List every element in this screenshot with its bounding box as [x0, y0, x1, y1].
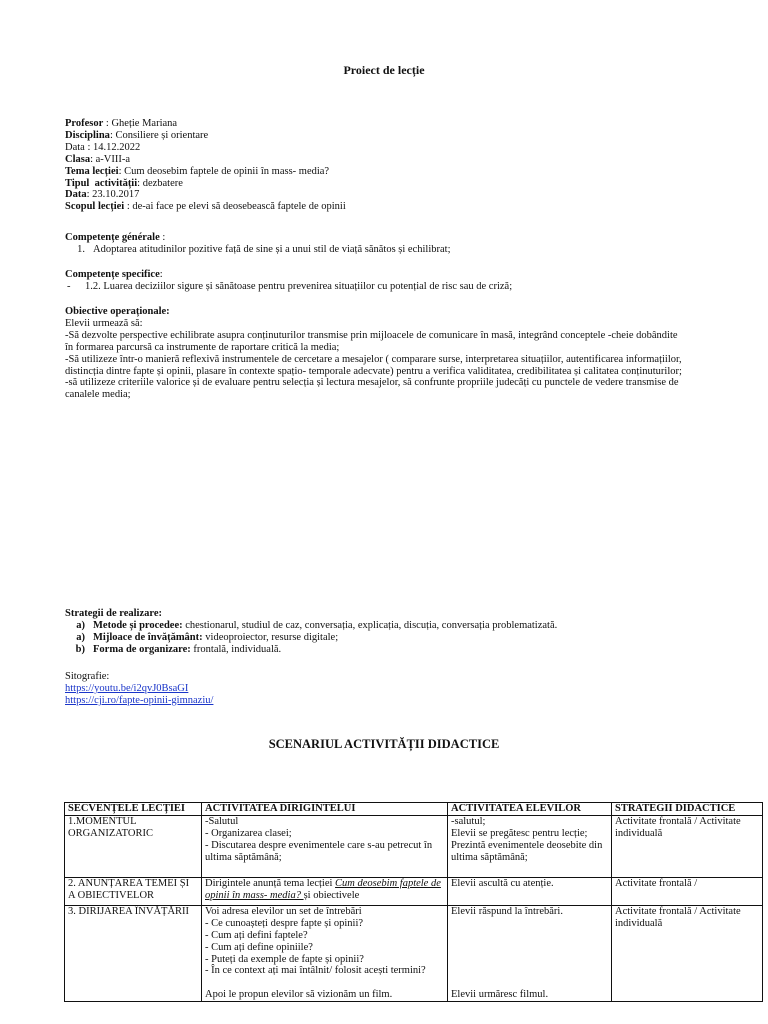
info-tema [65, 166, 346, 178]
cell-line: - Cum ați define opiniile? [205, 941, 313, 953]
info-label: Data [65, 189, 87, 201]
heading-suffix: : [159, 232, 166, 243]
info-value: : Cum deosebim faptele de opinii în mass- media? [118, 165, 330, 177]
section-heading: Competențe générale [65, 232, 160, 243]
strategii-item-value: chestionarul, studiul de caz, conversația, explicația, discuția, conversația problematizată. [182, 619, 558, 631]
info-scopul [65, 201, 346, 213]
obiective-line: -să utilizeze criteriile valorice și de evaluare pentru selecția și lectura mesajelor, să confrunte propriile judecăți cu punctele de vedere transmise de [65, 377, 679, 389]
cell-text: Dirigintele anunță tema lecției [205, 877, 336, 889]
section-heading: Obiective operaționale: [65, 306, 170, 317]
table-cell: 3. DIRIJAREA ÎNVĂȚĂRII [65, 905, 202, 1001]
table-header-cell: SECVENȚELE LECȚIEI [65, 803, 202, 816]
table-header-cell: ACTIVITATEA ELEVILOR [448, 803, 612, 816]
list-dash: - [67, 280, 71, 292]
obiective-line: -Să dezvolte perspective echilibrate asupra conținuturilor transmise prin mijloacele de comunicare în masă, integrând conceptele -cheie dobândite [65, 329, 678, 341]
table-row [65, 905, 763, 1001]
strategii-item-label: Forma de organizare: [93, 643, 191, 655]
strategii-item-label: Mijloace de învățământ: [93, 631, 203, 643]
info-label: Profesor [65, 118, 104, 129]
sitografie [65, 671, 213, 707]
sitografie-link[interactable]: https://cji.ro/fapte-opinii-gimnaziu/ [65, 694, 214, 706]
document-title: Proiect de lecție [343, 63, 425, 77]
cell-line: - În ce context ați mai întâlnit/ folosit acești termini? [205, 965, 426, 977]
table-cell [448, 815, 612, 877]
competente-generale [65, 232, 450, 256]
cell-text: și obiectivele [303, 889, 360, 901]
section-heading: Competențe specifice [65, 269, 160, 280]
table-row [65, 877, 763, 905]
info-tipul [65, 178, 346, 190]
obiective-operationale [65, 306, 682, 401]
info-value: : 23.10.2017 [86, 189, 140, 201]
info-value: : dezbatere [137, 177, 183, 189]
cell-line: -Salutul [205, 815, 239, 827]
strategii-realizare [65, 608, 557, 656]
competente-generale-item [65, 244, 450, 256]
heading-suffix: : [159, 269, 163, 280]
table-cell [202, 815, 448, 877]
cell-line: - Ce cunoașteți despre fapte și opinii? [205, 917, 364, 929]
strategii-item-value: videoproiector, resurse digitale; [202, 631, 339, 643]
cell-line: -salutul; [451, 815, 486, 827]
table-cell [448, 905, 612, 1001]
section-heading: Strategii de realizare: [65, 608, 162, 619]
info-data: Data : 14.12.2022 [65, 141, 141, 153]
cell-line: Prezintă evenimentele deosebite din ultima săptămână; [451, 839, 603, 863]
lesson-table [64, 802, 763, 1002]
competente-generale-heading [65, 232, 450, 244]
strategii-item-label: Metode și procedee: [93, 619, 183, 631]
cell-line: - Cum ați defini faptele? [205, 929, 308, 941]
info-label: Clasa [65, 153, 91, 165]
cell-line: - Organizarea clasei; [205, 827, 292, 839]
info-value: : de-ai face pe elevi să deosebească faptele de opinii [124, 201, 346, 213]
table-cell [202, 905, 448, 1001]
info-value: : Gheție Mariana [103, 118, 178, 129]
info-value: : a-VIII-a [90, 153, 131, 165]
table-cell [202, 877, 448, 905]
obiective-line: canalele media; [65, 389, 131, 401]
competente-specifice [65, 269, 512, 293]
table-cell: Activitate frontală / [612, 877, 763, 905]
list-letter: b) [75, 643, 85, 655]
table-header-row [65, 803, 763, 816]
info-label: Disciplina [65, 129, 110, 141]
table-header-cell: ACTIVITATEA DIRIGINTELUI [202, 803, 448, 816]
table-cell: Activitate frontală / Activitate individuală [612, 815, 763, 877]
sitografie-label: Sitografie: [65, 671, 110, 682]
info-label: Tipul activității [65, 177, 138, 189]
info-label: Tema lecției [65, 165, 119, 177]
obiective-line: distincția dintre fapte și opinii, plasare în contexte spațio- temporale adecvate) pentru a verifica validitatea, credibilitatea și calitatea conținuturilor; [65, 365, 682, 377]
strategii-item-value: frontală, individuală. [190, 643, 282, 655]
competente-specifice-heading [65, 269, 512, 281]
info-value: : Consiliere și orientare [109, 129, 209, 141]
cell-line: - Discutarea despre evenimentele care s-au petrecut în ultima săptămână; [205, 839, 433, 863]
cell-line: Voi adresa elevilor un set de întrebări [205, 905, 362, 917]
table-cell: 2. ANUNȚAREA TEMEI ȘI A OBIECTIVELOR [65, 877, 202, 905]
competente-specifice-item [65, 281, 512, 293]
cell-line [205, 977, 444, 989]
table-cell: 1.MOMENTUL ORGANIZATORIC [65, 815, 202, 877]
cell-line: Elevii răspund la întrebări. [451, 905, 563, 917]
table-header-cell: STRATEGII DIDACTICE [612, 803, 763, 816]
sitografie-link[interactable]: https://youtu.be/i2qvJ0BsaGI [65, 682, 189, 694]
cell-line: Elevii urmăresc filmul. [451, 988, 549, 1000]
list-item-text: Adoptarea atitudinilor pozitive față de sine și a unui stil de viață sănătos și echilibrat; [93, 243, 451, 255]
info-profesor [65, 118, 346, 130]
table-cell: Activitate frontală / Activitate individuală [612, 905, 763, 1001]
info-clasa [65, 154, 346, 166]
scenariu-title: SCENARIUL ACTIVITĂȚII DIDACTICE [268, 737, 500, 751]
info-label: Scopul lecției [65, 201, 125, 213]
list-letter: a) [76, 631, 85, 643]
obiective-line: Elevii urmează să: [65, 317, 143, 329]
strategii-item [65, 620, 557, 632]
table-row [65, 815, 763, 877]
obiective-line: -Să utilizeze într-o manieră reflexivă instrumentele de cercetare a mesajelor ( comparare surse, interpretarea situațiilor, autentificarea informațiilor, [65, 353, 682, 365]
info-data2 [65, 189, 346, 201]
lesson-theme-text: Cum deosebim faptele de opinii în mass- media? [205, 877, 441, 901]
lesson-info [65, 118, 346, 213]
table-cell: Elevii ascultă cu atenție. [448, 877, 612, 905]
obiective-line: în formarea parcursă ca instrumente de raportare critică la media; [65, 341, 340, 353]
cell-line: Apoi le propun elevilor să vizionăm un film. [205, 989, 393, 1001]
cell-line: Elevii se pregătesc pentru lecție; [451, 827, 588, 839]
strategii-item [65, 632, 557, 644]
cell-line: - Puteți da exemple de fapte și opinii? [205, 953, 364, 965]
list-item-text: 1.2. Luarea deciziilor sigure și sănătoase pentru prevenirea situațiilor cu potențial de risc sau de criză; [85, 280, 513, 292]
list-letter: a) [76, 619, 85, 631]
info-disciplina [65, 130, 346, 142]
list-number: 1. [77, 243, 85, 255]
strategii-item [65, 644, 557, 656]
